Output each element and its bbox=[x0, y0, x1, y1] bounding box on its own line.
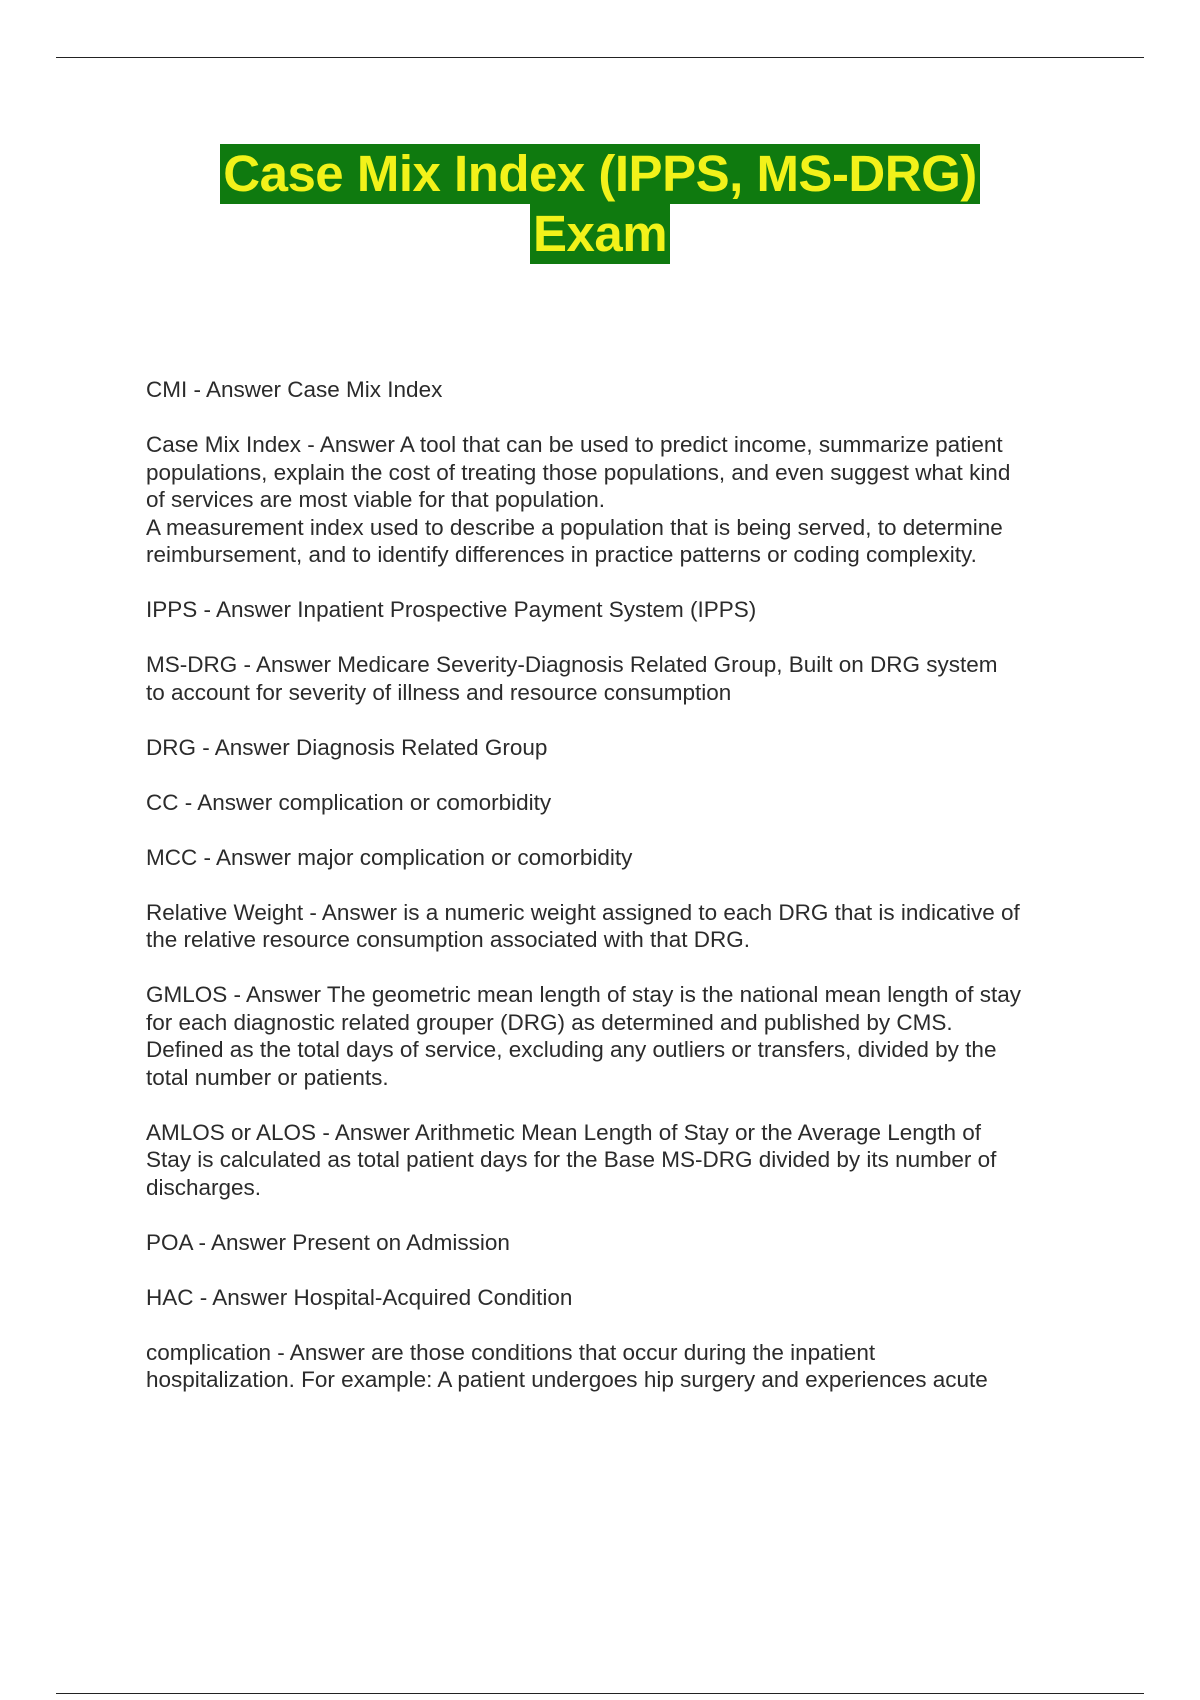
document-title bbox=[0, 144, 1200, 264]
title-line-1: Case Mix Index (IPPS, MS-DRG) bbox=[220, 144, 980, 204]
document-body bbox=[146, 376, 1096, 1421]
entry-ms-drg: MS-DRG - Answer Medicare Severity-Diagnosis Related Group, Built on DRG system to account for severity of illness and resource consumption bbox=[146, 652, 998, 705]
entry-ipps: IPPS - Answer Inpatient Prospective Payment System (IPPS) bbox=[146, 597, 757, 622]
top-rule bbox=[56, 57, 1144, 58]
entry-gmlos: GMLOS - Answer The geometric mean length of stay is the national mean length of stay for each diagnostic related grouper (DRG) as determined and published by CMS. Defined as the total days of service, excluding any outliers or transfers, divided by the total number or patients. bbox=[146, 982, 1022, 1090]
entry-cmi: CMI - Answer Case Mix Index bbox=[146, 377, 443, 402]
entry-amlos: AMLOS or ALOS - Answer Arithmetic Mean Length of Stay or the Average Length of Stay is calculated as total patient days for the Base MS-DRG divided by its number of discharges. bbox=[146, 1119, 997, 1200]
entry-poa: POA - Answer Present on Admission bbox=[146, 1229, 510, 1255]
entry-complication: complication - Answer are those conditions that occur during the inpatient hospitalization. For example: A patient undergoes hip surgery and experiences acute bbox=[146, 1339, 988, 1392]
entry-hac: HAC - Answer Hospital-Acquired Condition bbox=[146, 1284, 573, 1310]
title-line-2: Exam bbox=[530, 204, 670, 264]
entry-cc: CC - Answer complication or comorbidity bbox=[146, 789, 552, 815]
entry-drg: DRG - Answer Diagnosis Related Group bbox=[146, 734, 548, 760]
entry-relative-weight: Relative Weight - Answer is a numeric weight assigned to each DRG that is indicative of the relative resource consumption associated with that DRG. bbox=[146, 899, 1020, 952]
bottom-rule bbox=[56, 1693, 1144, 1694]
entry-case-mix-index: Case Mix Index - Answer A tool that can be used to predict income, summarize patient populations, explain the cost of treating those populations, and even suggest what kind of services are most viable for that population. A measurement index used to describe a population that is being served, to determine reimbursement, and to identify differences in practice patterns or coding complexity. bbox=[146, 432, 1011, 567]
entry-mcc: MCC - Answer major complication or comorbidity bbox=[146, 844, 633, 870]
